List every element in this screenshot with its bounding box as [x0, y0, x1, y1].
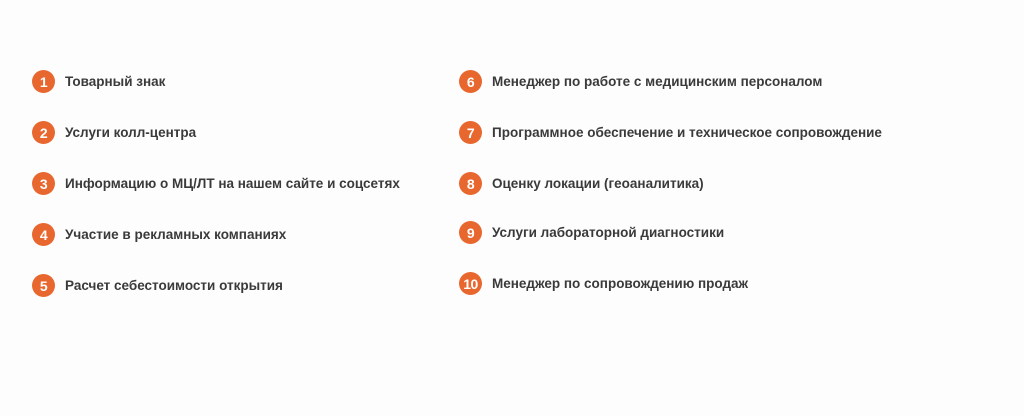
- number-badge: 10: [459, 272, 482, 295]
- list-item-4: [32, 222, 400, 247]
- list-item-2: [32, 120, 400, 145]
- list-item-5: [32, 273, 400, 298]
- item-label: Товарный знак: [65, 74, 166, 89]
- list-item-7: [459, 120, 882, 145]
- list-item-1: [32, 69, 400, 94]
- number-badge: 1: [32, 70, 55, 93]
- number-badge: 7: [459, 121, 482, 144]
- number-badge: 3: [32, 172, 55, 195]
- list-item-10: [459, 271, 882, 296]
- number-badge: 9: [459, 221, 482, 244]
- item-label: Информацию о МЦ/ЛТ на нашем сайте и соцсетях: [65, 176, 400, 191]
- number-badge: 4: [32, 223, 55, 246]
- number-badge: 2: [32, 121, 55, 144]
- item-label: Услуги лабораторной диагностики: [492, 225, 725, 240]
- right-list: [459, 69, 882, 322]
- item-label: Менеджер по работе с медицинским персоналом: [492, 74, 823, 89]
- number-badge: 5: [32, 274, 55, 297]
- list-item-9: [459, 220, 882, 245]
- item-label: Расчет себестоимости открытия: [65, 278, 283, 293]
- item-label: Оценку локации (геоаналитика): [492, 176, 704, 191]
- number-badge: 6: [459, 70, 482, 93]
- left-list: [32, 69, 400, 324]
- number-badge: 8: [459, 172, 482, 195]
- item-label: Менеджер по сопровождению продаж: [492, 276, 749, 291]
- list-item-3: [32, 171, 400, 196]
- item-label: Услуги колл-центра: [65, 125, 197, 140]
- list-item-8: [459, 171, 882, 196]
- item-label: Участие в рекламных компаниях: [65, 227, 287, 242]
- item-label: Программное обеспечение и техническое сопровождение: [492, 125, 882, 140]
- list-item-6: [459, 69, 882, 94]
